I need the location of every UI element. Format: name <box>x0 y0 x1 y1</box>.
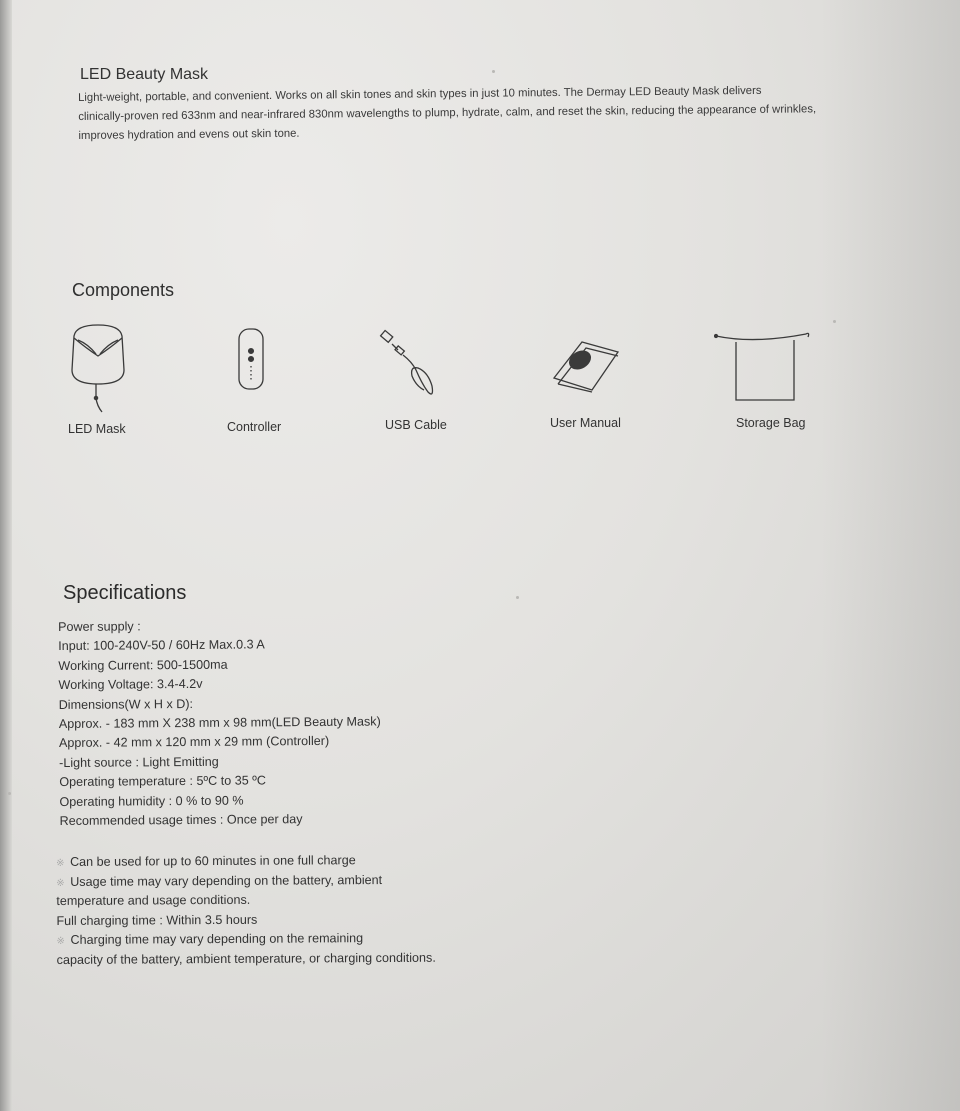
storage-bag-icon <box>714 330 814 409</box>
component-label-usb-cable: USB Cable <box>385 418 447 432</box>
spec-line: Recommended usage times : Once per day <box>59 812 303 829</box>
components-heading: Components <box>72 280 175 300</box>
paper-speck <box>8 792 11 795</box>
spec-line: Power supply : <box>58 619 141 634</box>
note-line <box>56 851 435 873</box>
controller-icon <box>234 326 268 397</box>
description-line: improves hydration and evens out skin tone. <box>78 127 300 142</box>
note-line <box>56 890 435 912</box>
paper-speck <box>516 596 519 599</box>
note-text: Usage time may vary depending on the battery, ambient <box>70 872 383 889</box>
reference-mark-icon: ※ <box>56 877 65 889</box>
spec-line: -Light source : Light Emitting <box>59 754 219 770</box>
reference-mark-icon: ※ <box>56 936 65 948</box>
spec-line: Operating temperature : 5ºC to 35 ºC <box>59 773 266 790</box>
note-text: Charging time may vary depending on the remaining <box>70 931 364 948</box>
note-line <box>56 929 435 951</box>
product-title: LED Beauty Mask <box>80 66 209 83</box>
charging-notes <box>56 851 436 971</box>
page-edge-shadow <box>0 0 12 1111</box>
note-text: temperature and usage conditions. <box>56 893 251 909</box>
product-description <box>78 80 899 146</box>
component-label-controller: Controller <box>227 420 282 434</box>
led-mask-icon <box>66 322 130 421</box>
spec-line: Dimensions(W x H x D): <box>58 696 194 712</box>
component-label-storage-bag: Storage Bag <box>736 416 806 430</box>
component-label-user-manual: User Manual <box>550 416 621 430</box>
specifications-list <box>58 615 382 831</box>
paper-speck <box>833 320 836 323</box>
note-text: Full charging time : Within 3.5 hours <box>56 912 258 928</box>
user-manual-icon <box>552 338 622 399</box>
note-text: Can be used for up to 60 minutes in one full charge <box>70 853 356 869</box>
note-line <box>56 870 435 892</box>
note-line <box>57 949 436 971</box>
component-label-led-mask: LED Mask <box>68 422 126 436</box>
paper-speck <box>492 70 495 73</box>
specifications-heading: Specifications <box>63 582 187 604</box>
reference-mark-icon: ※ <box>56 857 65 869</box>
spec-line: Approx. - 42 mm x 120 mm x 29 mm (Controller) <box>58 734 330 751</box>
spec-line: Input: 100-240V-50 / 60Hz Max.0.3 A <box>58 637 265 654</box>
description-line: Light-weight, portable, and convenient. Works on all skin tones and skin types in just 10 minutes. The Dermay LED Beauty Mask delivers <box>78 84 762 104</box>
description-line: clinically-proven red 633nm and near-infrared 830nm wavelengths to plump, hydrate, calm, and reset the skin, reducing the appearance of wrinkles, <box>78 103 817 123</box>
spec-line: Operating humidity : 0 % to 90 % <box>59 793 244 809</box>
usb-cable-icon <box>378 328 440 403</box>
spec-line: Working Current: 500-1500ma <box>58 657 228 673</box>
note-text: capacity of the battery, ambient temperature, or charging conditions. <box>56 950 436 967</box>
spec-line: Approx. - 183 mm X 238 mm x 98 mm(LED Beauty Mask) <box>58 714 381 732</box>
spec-line: Working Voltage: 3.4-4.2v <box>58 677 203 693</box>
note-line <box>56 909 435 931</box>
